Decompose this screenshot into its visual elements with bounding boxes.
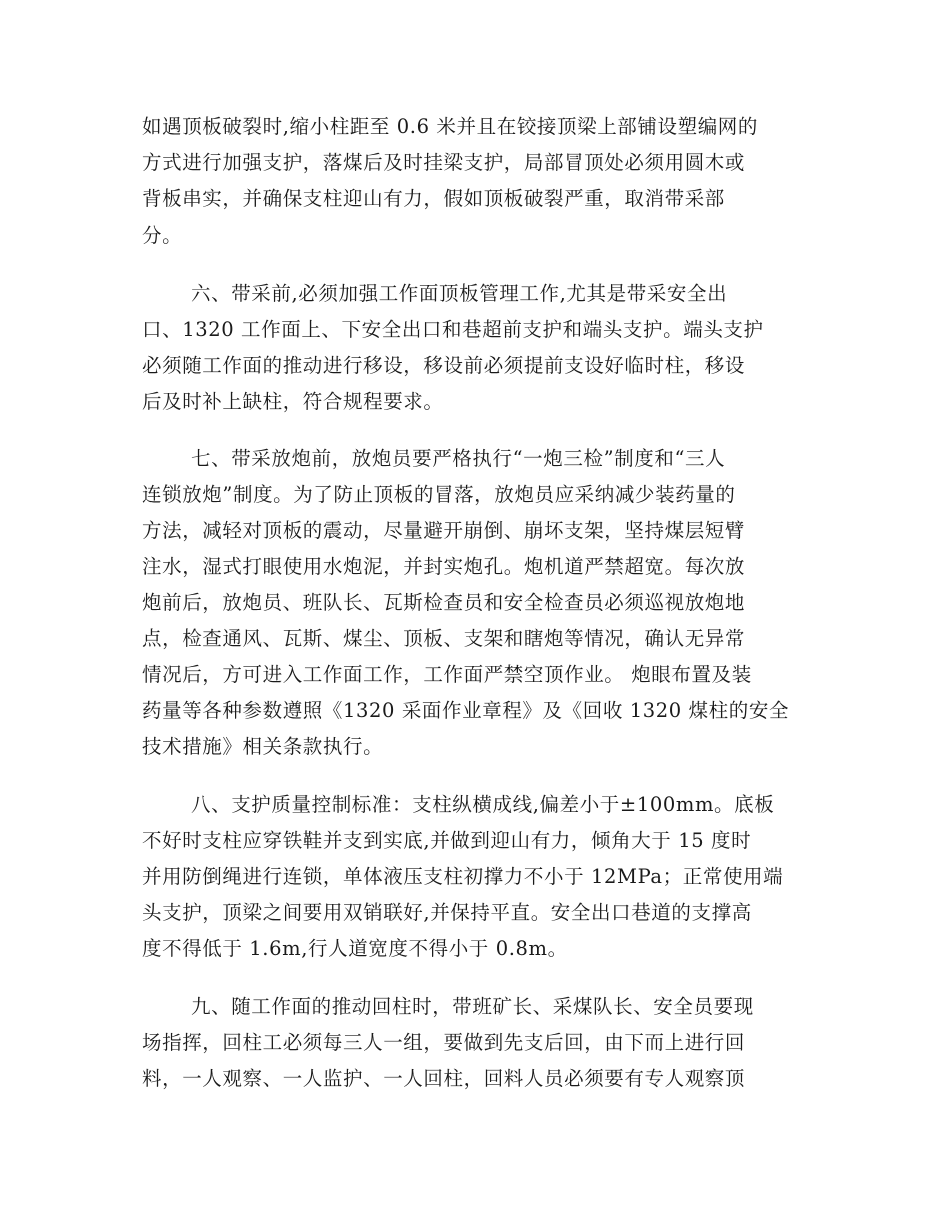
text-line: 点，检查通风、瓦斯、煤尘、顶板、支架和瞎炮等情况，确认无异常 (142, 627, 746, 650)
text-line: 背板串实，并确保支柱迎山有力，假如顶板破裂严重，取消带采部 (142, 187, 725, 210)
text-line: 场指挥，回柱工必须每三人一组，要做到先支后回，由下而上进行回 (142, 1031, 746, 1054)
text-line: 度不得低于 1.6m,行人道宽度不得小于 0.8m。 (142, 937, 568, 960)
text-line: 必须随工作面的推动进行移设，移设前必须提前支设好临时柱，移设 (142, 354, 746, 377)
text-line: 注水，湿式打眼使用水炮泥，并封实炮孔。炮机道严禁超宽。每次放 (142, 555, 746, 578)
text-line: 如遇顶板破裂时,缩小柱距至 0.6 米并且在铰接顶梁上部铺设塑编网的 (142, 115, 759, 138)
text-line: 技术措施》相关条款执行。 (142, 735, 384, 758)
text-line: 炮前后，放炮员、班队长、瓦斯检查员和安全检查员必须巡视放炮地 (142, 591, 746, 614)
text-line: 连锁放炮”制度。为了防止顶板的冒落，放炮员应采纳减少装药量的 (142, 483, 736, 506)
text-line: 后及时补上缺柱，符合规程要求。 (142, 390, 444, 413)
text-line: 方式进行加强支护，落煤后及时挂梁支护，局部冒顶处必须用圆木或 (142, 151, 746, 174)
text-line: 料，一人观察、一人监护、一人回柱，回料人员必须要有专人观察顶 (142, 1067, 746, 1090)
paragraph-heading-line: 九、随工作面的推动回柱时，带班矿长、采煤队长、安全员要现 (191, 995, 754, 1018)
paragraph-heading-line: 七、带采放炮前，放炮员要严格执行“一炮三检”制度和“三人 (191, 447, 726, 470)
text-line: 并用防倒绳进行连锁，单体液压支柱初撑力不小于 12MPa；正常使用端 (142, 865, 784, 888)
paragraph-heading-line: 八、支护质量控制标准：支柱纵横成线,偏差小于±100mm。底板 (191, 793, 775, 816)
text-line: 口、1320 工作面上、下安全出口和巷超前支护和端头支护。端头支护 (142, 318, 764, 341)
text-line: 不好时支柱应穿铁鞋并支到实底,并做到迎山有力，倾角大于 15 度时 (142, 829, 752, 852)
text-line: 情况后，方可进入工作面工作，工作面严禁空顶作业。 炮眼布置及装 (142, 663, 752, 686)
text-line: 分。 (142, 224, 183, 247)
text-line: 方法，减轻对顶板的震动，尽量避开崩倒、崩坏支架，坚持煤层短臂 (142, 519, 746, 542)
text-line: 头支护，顶梁之间要用双销联好,并保持平直。安全出口巷道的支撑高 (142, 901, 752, 924)
paragraph-heading-line: 六、带采前,必须加强工作面顶板管理工作,尤其是带采安全出 (191, 282, 728, 305)
text-line: 药量等各种参数遵照《1320 采面作业章程》及《回收 1320 煤柱的安全 (142, 699, 790, 722)
